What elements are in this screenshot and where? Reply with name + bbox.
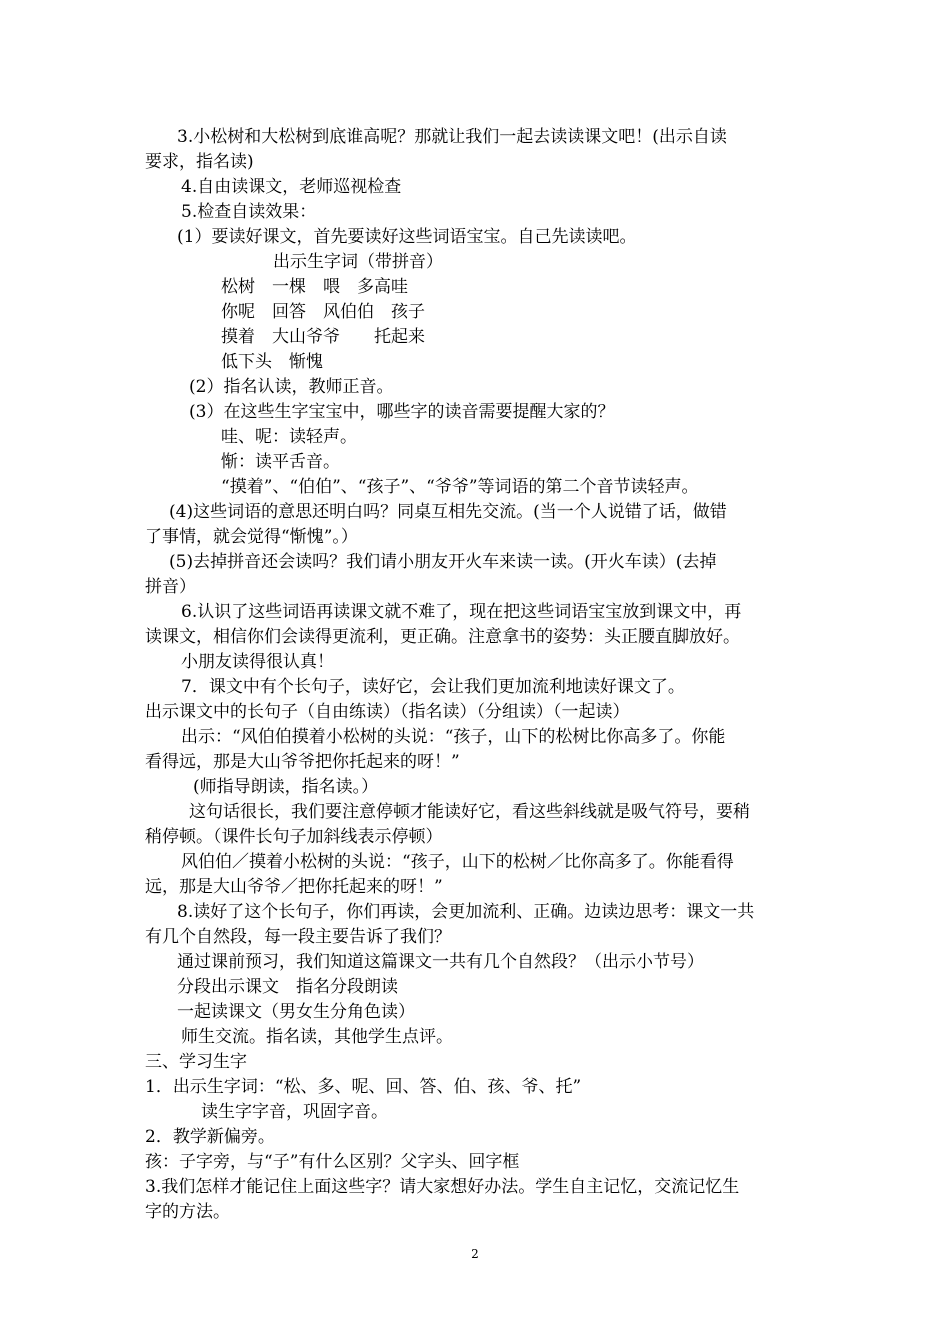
- text-line: 这句话很长，我们要注意停顿才能读好它，看这些斜线就是吸气符号，要稍: [189, 802, 750, 822]
- text-line: 远，那是大山爷爷／把你托起来的呀！”: [145, 877, 443, 897]
- text-line: 3.我们怎样才能记住上面这些字？请大家想好办法。学生自主记忆，交流记忆生: [145, 1177, 740, 1197]
- text-line: 师生交流。指名读，其他学生点评。: [181, 1027, 453, 1047]
- text-line: (2）指名认读，教师正音。: [189, 377, 394, 397]
- page-number: 2: [471, 1247, 479, 1261]
- text-line: 通过课前预习，我们知道这篇课文一共有几个自然段？（出示小节号）: [177, 952, 704, 972]
- text-line: 1．出示生字词：“松、多、呢、回、答、伯、孩、爷、托”: [145, 1077, 582, 1097]
- text-line: 孩：子字旁，与“子”有什么区别？父字头、回字框: [145, 1152, 520, 1172]
- text-line: 一起读课文（男女生分角色读）: [177, 1002, 415, 1022]
- section-heading: 三、学习生字: [145, 1052, 247, 1072]
- text-line: “摸着”、“伯伯”、“孩子”、“爷爷”等词语的第二个音节读轻声。: [221, 477, 699, 497]
- text-line: 5.检查自读效果：: [181, 202, 317, 222]
- text-line: 2．教学新偏旁。: [145, 1127, 275, 1147]
- text-line: 风伯伯／摸着小松树的头说：“孩子，山下的松树／比你高多了。你能看得: [181, 852, 734, 872]
- text-line: 拼音）: [145, 577, 196, 597]
- text-line: (4)这些词语的意思还明白吗？同桌互相先交流。(当一个人说错了话，做错: [169, 502, 727, 522]
- text-line: 松树 一棵 喂 多高哇: [221, 277, 408, 297]
- text-line: 你呢 回答 风伯伯 孩子: [221, 302, 425, 322]
- text-line: 看得远，那是大山爷爷把你托起来的呀！”: [145, 752, 460, 772]
- text-line: 读生字字音，巩固字音。: [201, 1102, 388, 1122]
- text-line: 摸着 大山爷爷 托起来: [221, 327, 425, 347]
- text-line: 分段出示课文 指名分段朗读: [177, 977, 398, 997]
- text-line: 哇、呢：读轻声。: [221, 427, 357, 447]
- text-line: (5)去掉拼音还会读吗？我们请小朋友开火车来读一读。(开火车读）(去掉: [169, 552, 717, 572]
- text-line: 7．课文中有个长句子，读好它，会让我们更加流利地读好课文了。: [181, 677, 685, 697]
- text-line: 读课文，相信你们会读得更流利，更正确。注意拿书的姿势：头正腰直脚放好。: [145, 627, 740, 647]
- text-line: (3）在这些生字宝宝中，哪些字的读音需要提醒大家的？: [189, 402, 615, 422]
- text-line: 3.小松树和大松树到底谁高呢？那就让我们一起去读读课文吧！(出示自读: [177, 127, 727, 147]
- text-line: 4.自由读课文，老师巡视检查: [181, 177, 402, 197]
- text-line: 了事情，就会觉得“惭愧”。）: [145, 527, 358, 547]
- text-line: 有几个自然段，每一段主要告诉了我们？: [145, 927, 451, 947]
- text-line: 8.读好了这个长句子，你们再读，会更加流利、正确。边读边思考：课文一共: [177, 902, 755, 922]
- text-line: 惭：读平舌音。: [221, 452, 340, 472]
- text-line: 字的方法。: [145, 1202, 230, 1222]
- text-line: 出示课文中的长句子（自由练读）（指名读）（分组读）（一起读）: [145, 702, 630, 722]
- text-line: 稍停顿。（课件长句子加斜线表示停顿）: [145, 827, 443, 847]
- text-line: 出示：“风伯伯摸着小松树的头说：“孩子，山下的松树比你高多了。你能: [181, 727, 726, 747]
- text-line: 6.认识了这些词语再读课文就不难了，现在把这些词语宝宝放到课文中，再: [181, 602, 742, 622]
- text-line: 出示生字词（带拼音）: [273, 252, 443, 272]
- text-line: (师指导朗读，指名读。）: [193, 777, 379, 797]
- text-line: (1）要读好课文，首先要读好这些词语宝宝。自己先读读吧。: [177, 227, 637, 247]
- text-line: 低下头 惭愧: [221, 352, 323, 372]
- text-line: 要求，指名读): [145, 152, 254, 172]
- text-line: 小朋友读得很认真！: [181, 652, 334, 672]
